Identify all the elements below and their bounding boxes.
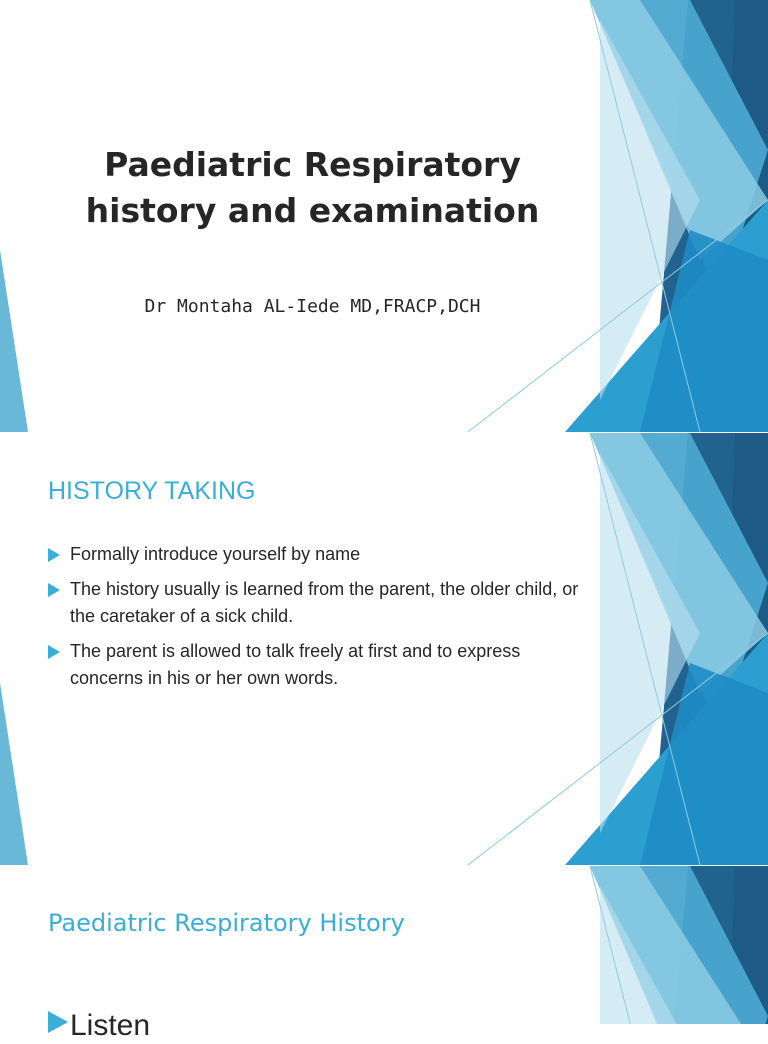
bullet-item bbox=[48, 576, 593, 630]
respiratory-history-slide bbox=[0, 866, 768, 1024]
slide-subtitle: Dr Montaha AL-Iede MD,FRACP,DCH bbox=[144, 296, 481, 317]
bullet-text: Listen bbox=[70, 1009, 151, 1042]
bullet-text: Formally introduce yourself by name bbox=[70, 544, 361, 564]
bullet-arrow-icon bbox=[48, 583, 60, 597]
bullet-list bbox=[48, 541, 593, 700]
title-line-2: history and examination bbox=[85, 191, 540, 230]
bullet-item bbox=[48, 1008, 150, 1044]
slide-heading: Paediatric Respiratory History bbox=[48, 909, 405, 937]
bullet-text: The history usually is learned from the parent, the older child, or the caretaker of a sick child. bbox=[70, 579, 579, 626]
bullet-item bbox=[48, 638, 593, 692]
bullet-arrow-icon bbox=[48, 1011, 68, 1033]
bullet-item bbox=[48, 541, 593, 568]
slide-decoration bbox=[0, 866, 768, 1024]
bullet-arrow-icon bbox=[48, 548, 60, 562]
slide-title bbox=[60, 142, 565, 234]
title-line-1: Paediatric Respiratory bbox=[104, 145, 521, 184]
bullet-arrow-icon bbox=[48, 645, 60, 659]
title-slide bbox=[0, 0, 768, 432]
slide-heading: HISTORY TAKING bbox=[48, 477, 256, 505]
bullet-text: The parent is allowed to talk freely at first and to express concerns in his or her own words. bbox=[70, 641, 521, 688]
